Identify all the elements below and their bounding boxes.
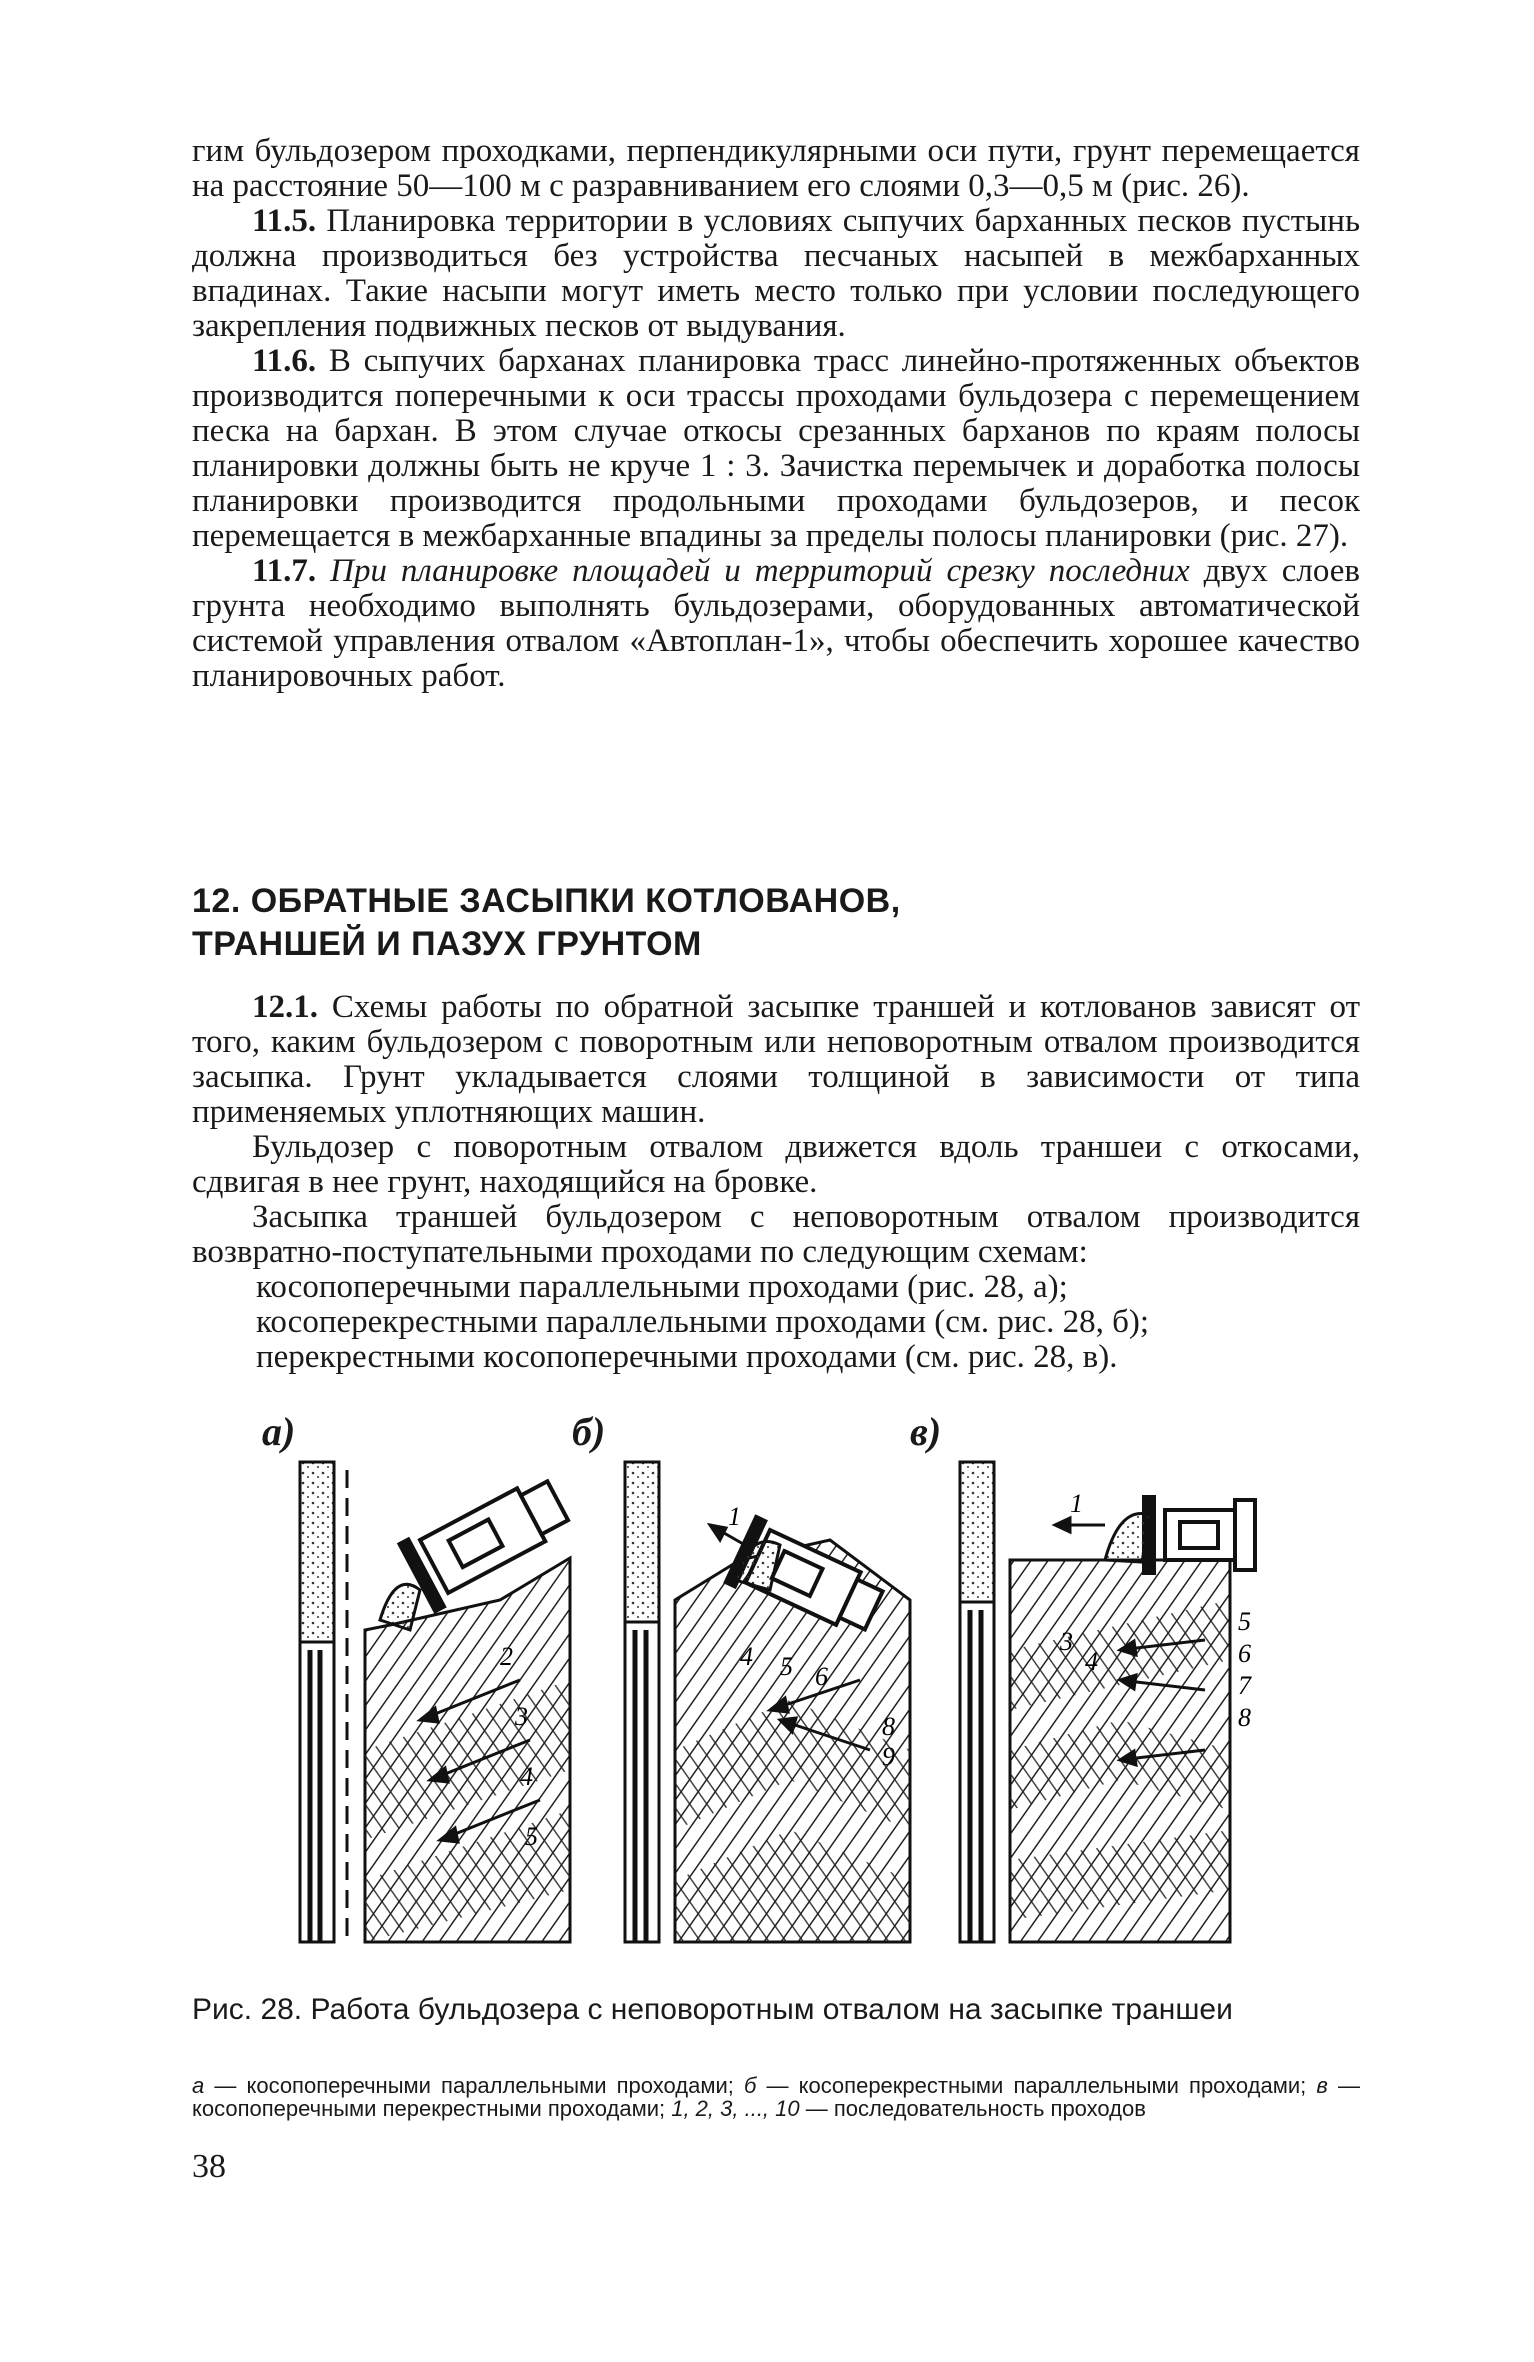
pass-number: 6 xyxy=(1238,1639,1251,1668)
figure-legend xyxy=(192,2074,1360,2120)
pass-number: 1 xyxy=(1070,1489,1083,1518)
list-item: косопоперечными параллельными проходами (рис. 28, а); xyxy=(256,1269,1068,1305)
legend-key: в xyxy=(1316,2073,1328,2098)
trench-backfill-figure xyxy=(270,1450,1270,1970)
clause-number: 11.5. xyxy=(252,203,317,239)
section-heading-line1: 12. ОБРАТНЫЕ ЗАСЫПКИ КОТЛОВАНОВ, xyxy=(192,882,901,920)
clause-number: 11.7. xyxy=(252,553,317,589)
legend-key: б xyxy=(743,2073,757,2098)
pass-number: 2 xyxy=(500,1642,513,1671)
clause-number: 12.1. xyxy=(252,989,318,1025)
trench-wall xyxy=(300,1642,334,1942)
clause-text: Планировка территории в условиях сыпучих барханных песков пустынь должна производиться без устройства песчаных насыпей в межбарханных впадинах. Такие насыпи могут иметь место только при условии последующего закрепления подвижных песков от выдувания. xyxy=(192,203,1360,344)
paragraph-11-7 xyxy=(192,554,1360,694)
pass-number: 3 xyxy=(1060,1627,1073,1656)
pass-number: 1 xyxy=(728,1502,741,1531)
paragraph-continuation: гим бульдозером проходками, перпендикулярными оси пути, грунт перемещается на расстояние 50—100 м с разравниванием его слоями 0,3—0,5 м (рис. 26). xyxy=(192,133,1360,204)
scheme-b xyxy=(625,1462,910,1942)
section-heading xyxy=(192,880,1360,966)
page-number: 38 xyxy=(192,2148,226,2185)
pass-number: 3 xyxy=(515,1702,528,1731)
pass-number: 9 xyxy=(882,1742,895,1771)
pass-number: 5 xyxy=(1238,1607,1251,1636)
legend-text: — косоперекрестными параллельными проходами; xyxy=(756,2073,1317,2098)
paragraph-turning-blade: Бульдозер с поворотным отвалом движется вдоль траншеи с откосами, сдвигая в нее грунт, находящийся на бровке. xyxy=(192,1129,1360,1200)
paragraph-12-1 xyxy=(192,990,1360,1130)
legend-text: — косопоперечными параллельными проходами; xyxy=(204,2073,744,2098)
clause-text: двух слоев грунта необходимо выполнять бульдозерами, оборудованных автоматической системой управления отвалом «Автоплан-1», чтобы обеспечить хорошее качество планировочных работ. xyxy=(192,553,1360,694)
pass-number: 4 xyxy=(740,1642,753,1671)
scheme-a xyxy=(300,1462,577,1942)
pass-number: 7 xyxy=(1238,1671,1251,1700)
scheme-c xyxy=(960,1462,1255,1942)
list-item: перекрестными косопоперечными проходами (см. рис. 28, в). xyxy=(256,1339,1118,1375)
figure-caption: Рис. 28. Работа бульдозера с неповоротным отвалом на засыпке траншеи xyxy=(192,1993,1233,2026)
legend-text: — косопоперечными перекрестными проходами; xyxy=(192,2073,1360,2121)
paragraph-fixed-blade: Засыпка траншей бульдозером с неповоротным отвалом производится возвратно-поступательными проходами по следующим схемам: xyxy=(192,1199,1360,1270)
pass-number: 5 xyxy=(525,1822,538,1851)
pass-number: 8 xyxy=(882,1712,895,1741)
body-text-section-12 xyxy=(192,990,1360,1375)
figure-label-a: а) xyxy=(262,1409,296,1454)
pass-number: 4 xyxy=(1085,1647,1098,1676)
pass-number: 8 xyxy=(1238,1703,1251,1732)
legend-key: а xyxy=(192,2073,205,2098)
clause-text-italic: При планировке площадей и территорий срезку последних xyxy=(316,553,1190,589)
body-text-top xyxy=(192,134,1360,694)
legend-key: 1, 2, 3, ..., 10 xyxy=(671,2096,800,2121)
clause-text: В сыпучих барханах планировка трасс линейно-протяженных объектов производится поперечными к оси трассы проходами бульдозера с перемещением песка на бархан. В этом случае откосы срезанных барханов по краям полосы планировки должны быть не круче 1 : 3. Зачистка перемычек и доработка полосы планировки производится продольными проходами бульдозеров, и песок перемещается в межбарханные впадины за пределы полосы планировки (рис. 27). xyxy=(192,343,1360,554)
pass-number: 5 xyxy=(780,1652,793,1681)
pass-number: 4 xyxy=(520,1762,533,1791)
figure-label-c: в) xyxy=(910,1409,942,1454)
paragraph-11-5 xyxy=(192,204,1360,344)
section-heading-line2: ТРАНШЕЙ И ПАЗУХ ГРУНТОМ xyxy=(192,925,702,963)
figure-label-b: б) xyxy=(572,1409,606,1454)
clause-text: Схемы работы по обратной засыпке траншей и котлованов зависят от того, каким бульдозером с поворотным или неповоротным отвалом производится засыпка. Грунт укладывается слоями толщиной в зависимости от типа применяемых уплотняющих машин. xyxy=(192,989,1360,1130)
legend-text: — последовательность проходов xyxy=(799,2096,1146,2121)
trench-sand-fill xyxy=(300,1462,334,1642)
paragraph-11-6 xyxy=(192,344,1360,554)
pass-number: 6 xyxy=(815,1662,828,1691)
clause-number: 11.6. xyxy=(252,343,317,379)
list-item: косоперекрестными параллельными проходами (см. рис. 28, б); xyxy=(256,1304,1150,1340)
